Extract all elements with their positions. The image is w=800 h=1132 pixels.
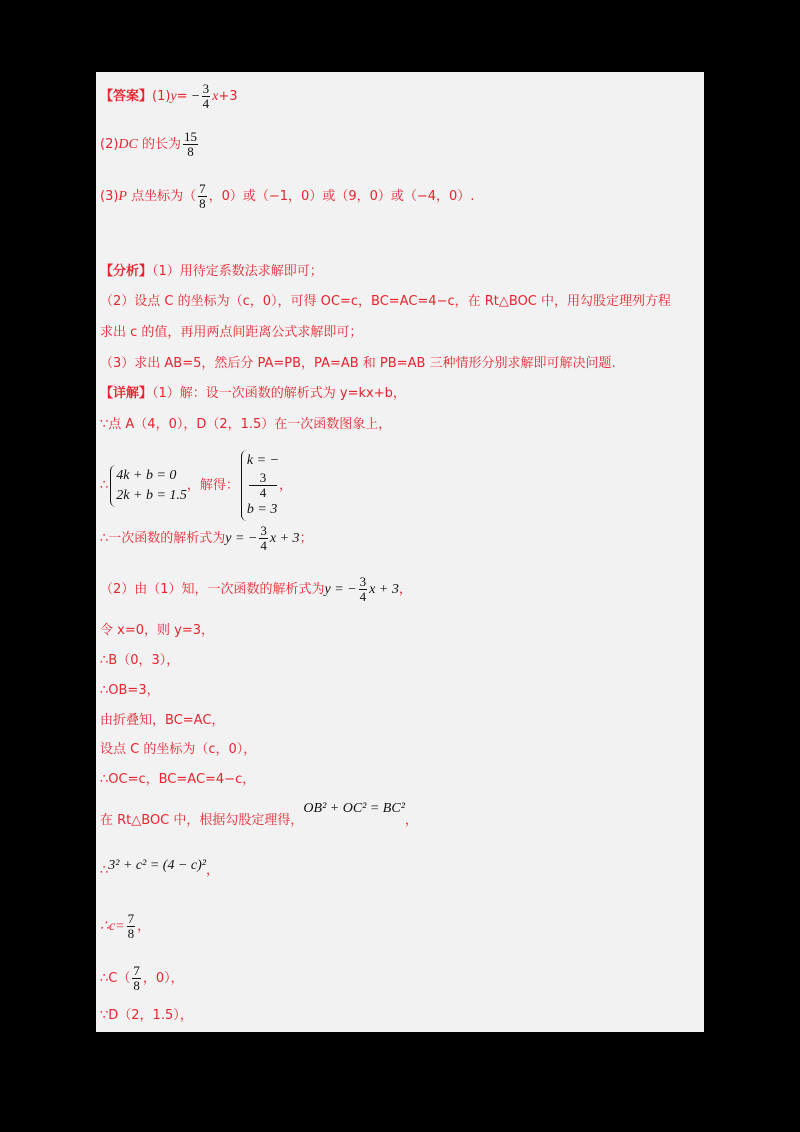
detail-line-8: ∴OB=3，: [100, 683, 160, 698]
detail-line-12: 在 Rt△BOC 中，根据勾股定理得，OB² + OC² = BC²，: [100, 801, 418, 828]
detail-line-9: 由折叠知，BC=AC，: [100, 713, 225, 728]
detail-line-15: ∴C（ $\frac{7}{8}$ ，0），: [100, 963, 184, 993]
detail-line-1: 【详解】（1）解：设一次函数的解析式为 y=kx+b，: [100, 386, 406, 401]
answer-tag: 【答案】: [100, 89, 153, 104]
detail-line-11: ∴OC=c，BC=AC=4−c，: [100, 772, 256, 787]
analysis-line-3: 求出 c 的值，再用两点间距离公式求解即可；: [100, 325, 363, 340]
detail-line-5: （2）由（1）知，一次函数的解析式为y = − $\frac{3}{4}$ x + 3，: [100, 574, 412, 604]
solution-system: k = − 3 4 b = 3: [241, 450, 279, 521]
document-page: [96, 72, 704, 1032]
analysis-line-1: 【分析】（1）用待定系数法求解即可；: [100, 264, 323, 279]
analysis-tag: 【分析】: [100, 264, 153, 279]
equation-system: 4k + b = 0 2k + b = 1.5: [110, 465, 187, 507]
answer-line-3: (3)P 点坐标为（ $\frac{7}{8}$ ，0）或（−1，0）或（9，0）或（−4，0）.: [100, 181, 475, 211]
detail-line-6: 令 x=0，则 y=3，: [100, 623, 214, 638]
detail-line-16: ∵D（2，1.5），: [100, 1008, 193, 1023]
detail-line-7: ∴B（0，3），: [100, 653, 180, 668]
detail-line-4: ∴一次函数的解析式为y = − $\frac{3}{4}$ x + 3；: [100, 523, 313, 553]
detail-line-3: ∴ 4k + b = 0 2k + b = 1.5 ，解得： k = − 3 4 b = 3 ，: [100, 450, 292, 521]
fraction: $\frac{15}{8}$: [184, 129, 198, 159]
analysis-line-4: （3）求出 AB=5，然后分 PA=PB，PA=AB 和 PB=AB 三种情形分别求解即可解决问题.: [100, 356, 616, 371]
detail-tag: 【详解】: [100, 386, 153, 401]
analysis-line-2: （2）设点 C 的坐标为（c，0），可得 OC=c，BC=AC=4−c，在 Rt△BOC 中，用勾股定理列方程: [100, 294, 672, 309]
answer-line-2: (2)DC 的长为 $\frac{15}{8}$: [100, 129, 198, 159]
detail-line-14: ∴c= $\frac{7}{8}$ ，: [100, 911, 151, 941]
fraction: $\frac{3}{4}$: [202, 81, 210, 111]
detail-line-10: 设点 C 的坐标为（c，0），: [100, 742, 257, 757]
fraction: $\frac{7}{8}$: [199, 181, 206, 211]
detail-line-13: ∴3² + c² = (4 − c)²，: [100, 858, 219, 878]
answer-line-1: 【答案】(1)y= − $\frac{3}{4}$ x+3: [100, 81, 238, 111]
detail-line-2: ∵点 A（4，0），D（2，1.5）在一次函数图象上，: [100, 417, 392, 432]
